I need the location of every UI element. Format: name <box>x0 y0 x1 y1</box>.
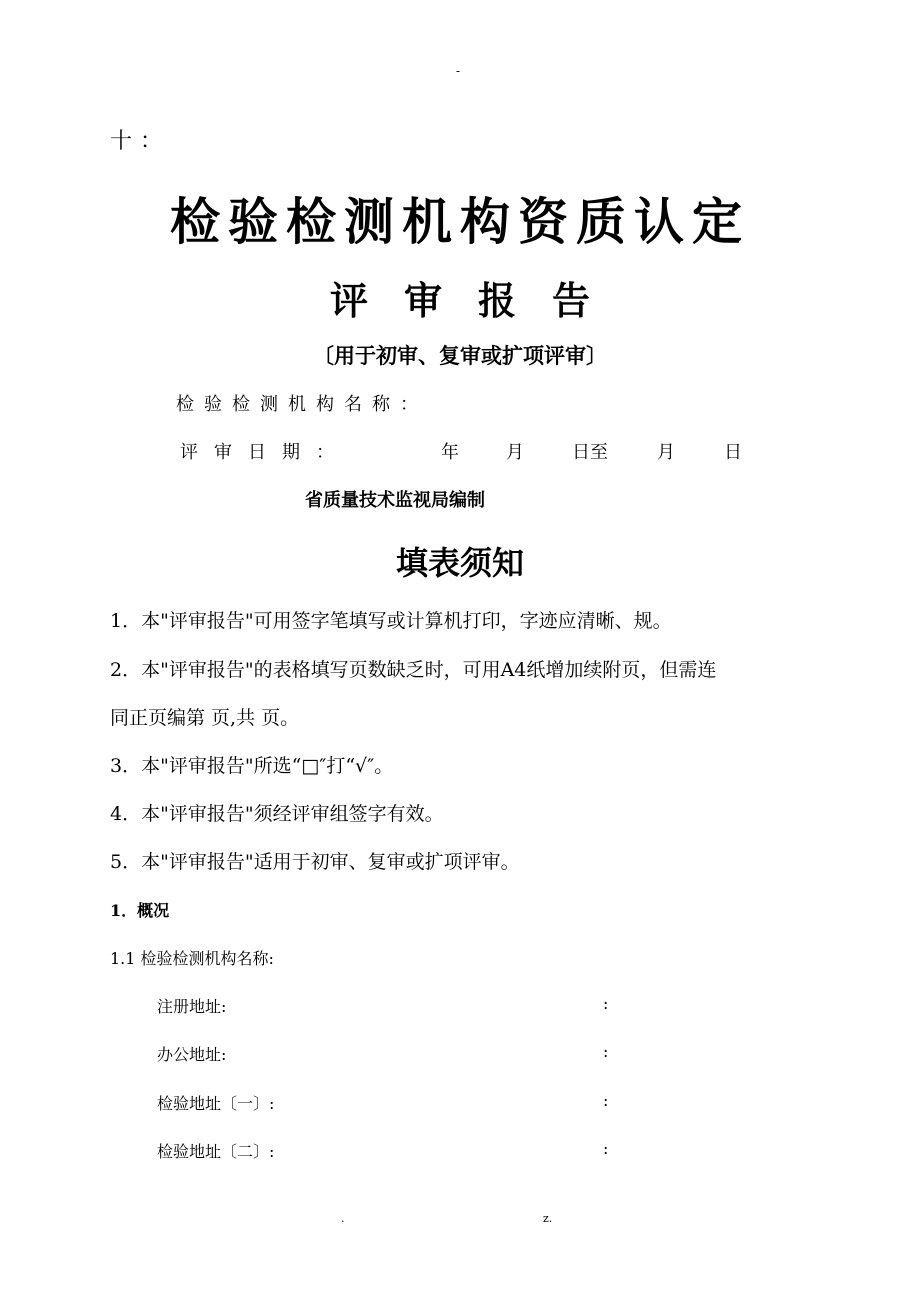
notice-item: 5．本"评审报告"适用于初审、复审或扩项评审。 <box>110 851 520 873</box>
subsection-org-name: 1.1 检验检测机构名称: <box>110 949 274 968</box>
field-registered-address: 注册地址: <box>157 997 227 1016</box>
field-colon: : <box>603 1042 609 1061</box>
review-date-month-2: 月 <box>657 442 675 463</box>
field-test-address-1: 检验地址〔一〕: <box>157 1094 275 1113</box>
compiler-line: 省质量技术监视局编制 <box>305 490 485 511</box>
footer-left-mark: . <box>341 1212 345 1225</box>
field-test-address-2: 检验地址〔二〕: <box>157 1142 275 1161</box>
field-colon: : <box>603 1139 609 1158</box>
section-heading: 1．概况 <box>110 901 170 920</box>
page-prefix: 十： <box>110 129 171 154</box>
review-date-label: 评审日期： <box>180 442 350 463</box>
notice-item: 2．本"评审报告"的表格填写页数缺乏时，可用A4纸增加续附页，但需连 <box>110 659 717 681</box>
field-colon: : <box>603 1091 609 1110</box>
org-name-label: 检验检测机构名称： <box>176 394 428 415</box>
review-date-day-to: 日至 <box>572 442 608 463</box>
document-title: 检验检测机构资质认定 <box>170 192 750 251</box>
footer-right-mark: z. <box>543 1212 553 1225</box>
header-mark: - <box>456 64 461 78</box>
notice-title: 填表须知 <box>395 544 524 582</box>
review-date-day-2: 日 <box>724 442 742 463</box>
field-office-address: 办公地址: <box>157 1045 227 1064</box>
document-subtitle: 评审报告 <box>329 278 626 323</box>
review-date-month: 月 <box>506 442 524 463</box>
field-colon: : <box>603 994 609 1013</box>
review-date-year: 年 <box>441 442 459 463</box>
notice-item-continuation: 同正页编第 页,共 页。 <box>110 707 300 729</box>
notice-item: 3．本"评审报告"所选“□″打“√″。 <box>110 755 394 777</box>
subtitle-note: 〔用于初审、复审或扩项评审〕 <box>313 343 607 368</box>
notice-item: 4．本"评审报告"须经评审组签字有效。 <box>110 803 444 825</box>
notice-item: 1．本"评审报告"可用签字笔填写或计算机打印，字迹应清晰、规。 <box>110 610 672 632</box>
